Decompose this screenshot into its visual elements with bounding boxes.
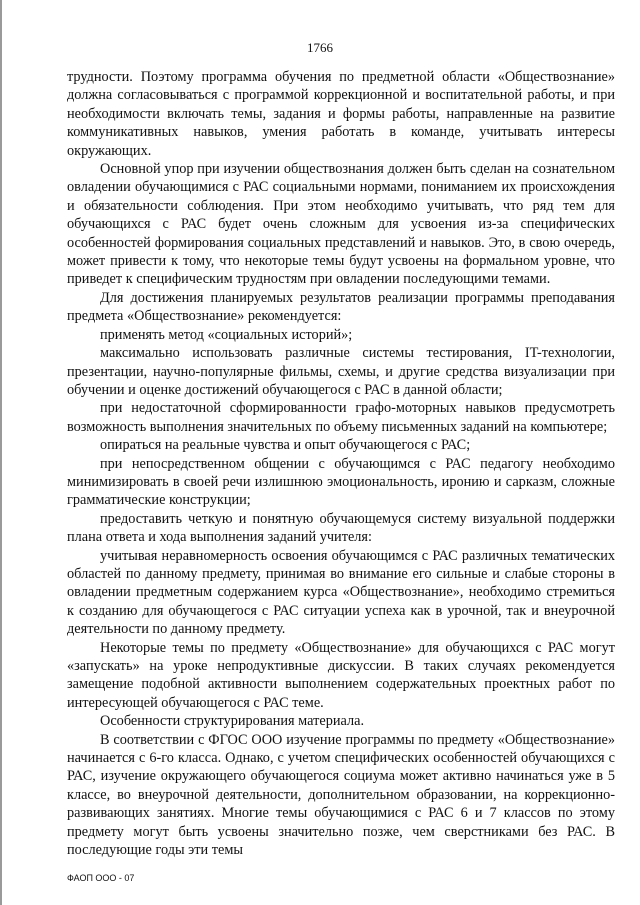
footer-code: ФАОП ООО - 07 — [67, 873, 135, 883]
page-left-edge — [0, 0, 2, 905]
paragraph-3: Для достижения планируемых результатов реализации программы преподавания предмета «Обществознание» рекомендуется: — [67, 289, 615, 325]
paragraph-7: опираться на реальные чувства и опыт обучающегося с РАС; — [100, 437, 471, 454]
paragraph-10: учитывая неравномерность освоения обучающимся с РАС различных тематических областей по данному предмету, принимая во внимание его сильные и слабые стороны в овладении предметным содержанием курса «Обществознание», необходимо стремиться к созданию для обучающегося с РАС ситуации успеха как в урочной, так и внеурочной деятельности по данному предмету. — [67, 547, 615, 638]
paragraph-2: Основной упор при изучении обществознания должен быть сделан на сознательном овладении обучающимися с РАС социальными нормами, пониманием их происхождения и обязательности соблюдения. При этом необходимо учитывать, что ряд тем для обучающихся с РАС будет очень сложным для усвоения из-за специфических особенностей формирования социальных представлений и навыков. Это, в свою очередь, может привести к тому, что некоторые темы будут усвоены на формальном уровне, что приведет к специфическим трудностям при овладении последующими темами. — [67, 161, 615, 288]
page-number: 1766 — [307, 40, 333, 55]
paragraph-9: предоставить четкую и понятную обучающемуся систему визуальной поддержки плана ответа и хода выполнения заданий учителя: — [67, 510, 615, 546]
document-body — [67, 68, 615, 859]
paragraph-4: применять метод «социальных историй»; — [100, 326, 353, 343]
paragraph-5: максимально использовать различные системы тестирования, IT-технологии, презентации, научно-популярные фильмы, схемы, и другие средства визуализации при обучении и оценке достижений обучающегося с РАС в данной области; — [67, 345, 615, 398]
paragraph-8: при непосредственном общении с обучающимся с РАС педагогу необходимо минимизировать в своей речи излишнюю эмоциональность, иронию и сарказм, сложные грамматические конструкции; — [67, 455, 615, 509]
paragraph-13: В соответствии с ФГОС ООО изучение программы по предмету «Обществознание» начинается с 6-го класса. Однако, с учетом специфических особенностей обучающихся с РАС, изучение окружающего обучающегося социума может активно начинаться уже в 5 классе, во внеурочной деятельности, дополнительном образовании, на коррекционно-развивающих занятиях. Многие темы обучающимися с РАС 6 и 7 классов по этому предмету могут быть усвоены значительно позже, чем сверстниками без РАС. В последующие годы эти темы — [67, 731, 615, 859]
paragraph-6: при недостаточной сформированности графо-моторных навыков предусмотреть возможность выполнения значительных по объему письменных заданий на компьютере; — [67, 400, 615, 435]
paragraph-12: Особенности структурирования материала. — [100, 713, 365, 730]
paragraph-1: трудности. Поэтому программа обучения по предметной области «Обществознание» должна согласовываться с программой коррекционной и воспитательной работы, и при необходимости включать темы, задания и формы работы, направленные на развитие коммуникативных навыков, умения работать в команде, учитывать интересы окружающих. — [67, 69, 615, 159]
paragraph-11: Некоторые темы по предмету «Обществознание» для обучающихся с РАС могут «запускать» на уроке непродуктивные дискуссии. В таких случаях рекомендуется замещение подобной активности выполнением содержательных проектных работ по интересующей обучающегося с РАС теме. — [67, 639, 615, 711]
